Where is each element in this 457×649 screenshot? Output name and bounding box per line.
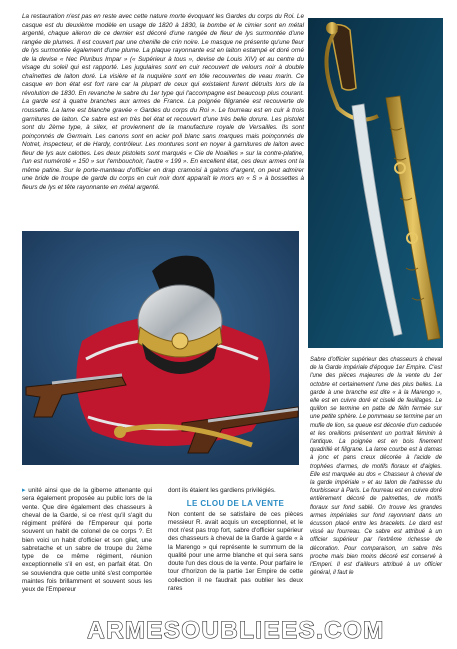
watermark-text-graphic [66, 616, 406, 644]
intro-paragraph: La restauration n'est pas en reste avec cette nature morte évoquant les Gardes du corps du Roi. Le casque est du deuxième modèle en usage de 1820 à 1830, la bombe et le cimier sont en métal argenté, chaque aileron de ce dernier est décoré d'une rangée de fleur de lys surmontée d'une rangée de plumes. Il est couvert par une chenille de crin noire. Le masque ne présente qu'une fleur de lys surmontée également d'une plume. La plaque rayonnante est en laiton estampé et doré orné de la devise « Nec Pluribus Impar » (« Supérieur à tous », devise de Louis XIV) et au centre du visage du soleil qui est rapporté. Les jugulaires sont en cuir recouvert de velours noir à double chaînettes de laiton doré. La visière et la nuquière sont en tôle recouvertes de veau marin. Ce casque en bon état est fort rare car la plupart de ceux qui existaient furent détruits lors de la révolution de 1830. En revanche le sabre du 1er type qui l'accompagne est beaucoup plus courant. La garde est à quatre branches aux armes de France. La poignée filigranée est recouverte de roussette. La lame est blanche gravée « Gardes du corps du Roi ». Le fourreau est en cuir à trois garnitures de laiton. Ce sabre est en très bel état et recouvert d'une très belle dorure. Les pistolet sont du 2ème type, à silex, et proviennent de la manufacture royale de Versailles. Ils sont poinçonnés de Germain. Les canons sont en acier poli blanc sans marques mais poinçonnés de Notret, inspecteur, et de Hardy, contrôleur. Les montures sont en noyer à garnitures de laiton avec fleur de lys aux calottes. Les deux pistolets sont marqués « Cie de Noailles » sur la contre-platine, l'un est numéroté « 150 » sur l'embouchoir, l'autre « 199 ». En excellent état, ces deux armes ont la même patine. Sur le porte-manteau d'officier en drap cramoisi à galons d'argent, on peut admirer une bride de troupe de garde du corps en cuir noir dont apparaît le mors en « S » à bossettes à fleurs de lys et tête rayonnante en métal argenté. [22, 13, 304, 191]
column-2-lead: dont ils étaient les gardiens privilégiés. [168, 487, 276, 494]
article-column-1 [22, 487, 152, 594]
column-2-text: Non content de se satisfaire de ces pièces messieur R. avait acquis un exceptionnel, et le mot n'est pas trop fort, sabre d'officier supérieur des chasseurs à cheval de la Garde à garde « à la Marengo » qui représente le summum de la qualité pour une arme blanche et qui sera sans doute l'un des clous de la vente. Pour parfaire le tour d'horizon de la partie 1er Empire de cette collection il ne faudrait pas oublier les deux rares [168, 510, 303, 592]
helmet-photo [22, 231, 299, 465]
sword-caption: Sabre d'officier supérieur des chasseurs à cheval de la Garde impériale d'époque 1er Empire. C'est l'une des pièces majeures de la vente du 1er octobre et certainement l'une des plus belles. La garde à une branche est dite « à la Marengo », elle est en cuivre doré et ciselé de feuillages. Le quillon se termine en patte de félin fermée sur une petite sphère. Le pommeau se termine par un mufle de lion, sa queue est décorée d'un caducée et les oreillons présentent un portrait féminin à l'antique. La poignée est en bois finement quadrillé et filigrane. La lame courbe est à damas à jonc et pans creux décorée à l'acide de trophées d'armes, de motifs floraux et d'aigles. Elle est marquée au dos « Chasseur à cheval de la garde impériale » et au talon de l'adresse du fourbisseur à Paris. Le fourreau est en cuivre doré entièrement décoré de palmettes, de motifs floraux sur fond sablé. On trouve les grandes armes impériales sur fond rayonnant dans un écusson placé entre les bracelets. Le dard est vissé au fourreau. Ce sabre est attribué à un officier supérieur par l'extrême richesse de décoration. Pour comparaison, un sabre très proche mais bien moins décoré est conservé à l'Emperi. Il est d'ailleurs attribué à un officier général, il faut le [310, 357, 443, 577]
bullet-marker: ▸ [22, 487, 26, 494]
section-heading: LE CLOU DE LA VENTE [186, 499, 285, 509]
sword-illustration [308, 18, 443, 348]
helmet-still-life-illustration [22, 231, 299, 465]
svg-text:ARMESOUBLIEES.COM: ARMESOUBLIEES.COM [87, 617, 385, 644]
article-column-2 [168, 487, 303, 593]
sword-photo [308, 18, 443, 348]
column-1-text: unité ainsi que de la giberne attenante qui sera également proposée au public lors de la vente. Que dire également des chasseurs à cheval de la Garde, si ce n'est qu'il s'agit du régiment préféré de l'Empereur qui porte souvent un habit de colonel de ce corps ?. Et bien voici un habit d'officier et son gilet, une sabretache et un sabre de troupe du 2ème type de ce même régiment, réunion exceptionnelle s'il en est, en parfait état. On se souviendra que cette unité s'est comportée maintes fois brillamment et souvent sous les yeux de l'Empereur [22, 487, 153, 593]
site-watermark [66, 616, 406, 644]
